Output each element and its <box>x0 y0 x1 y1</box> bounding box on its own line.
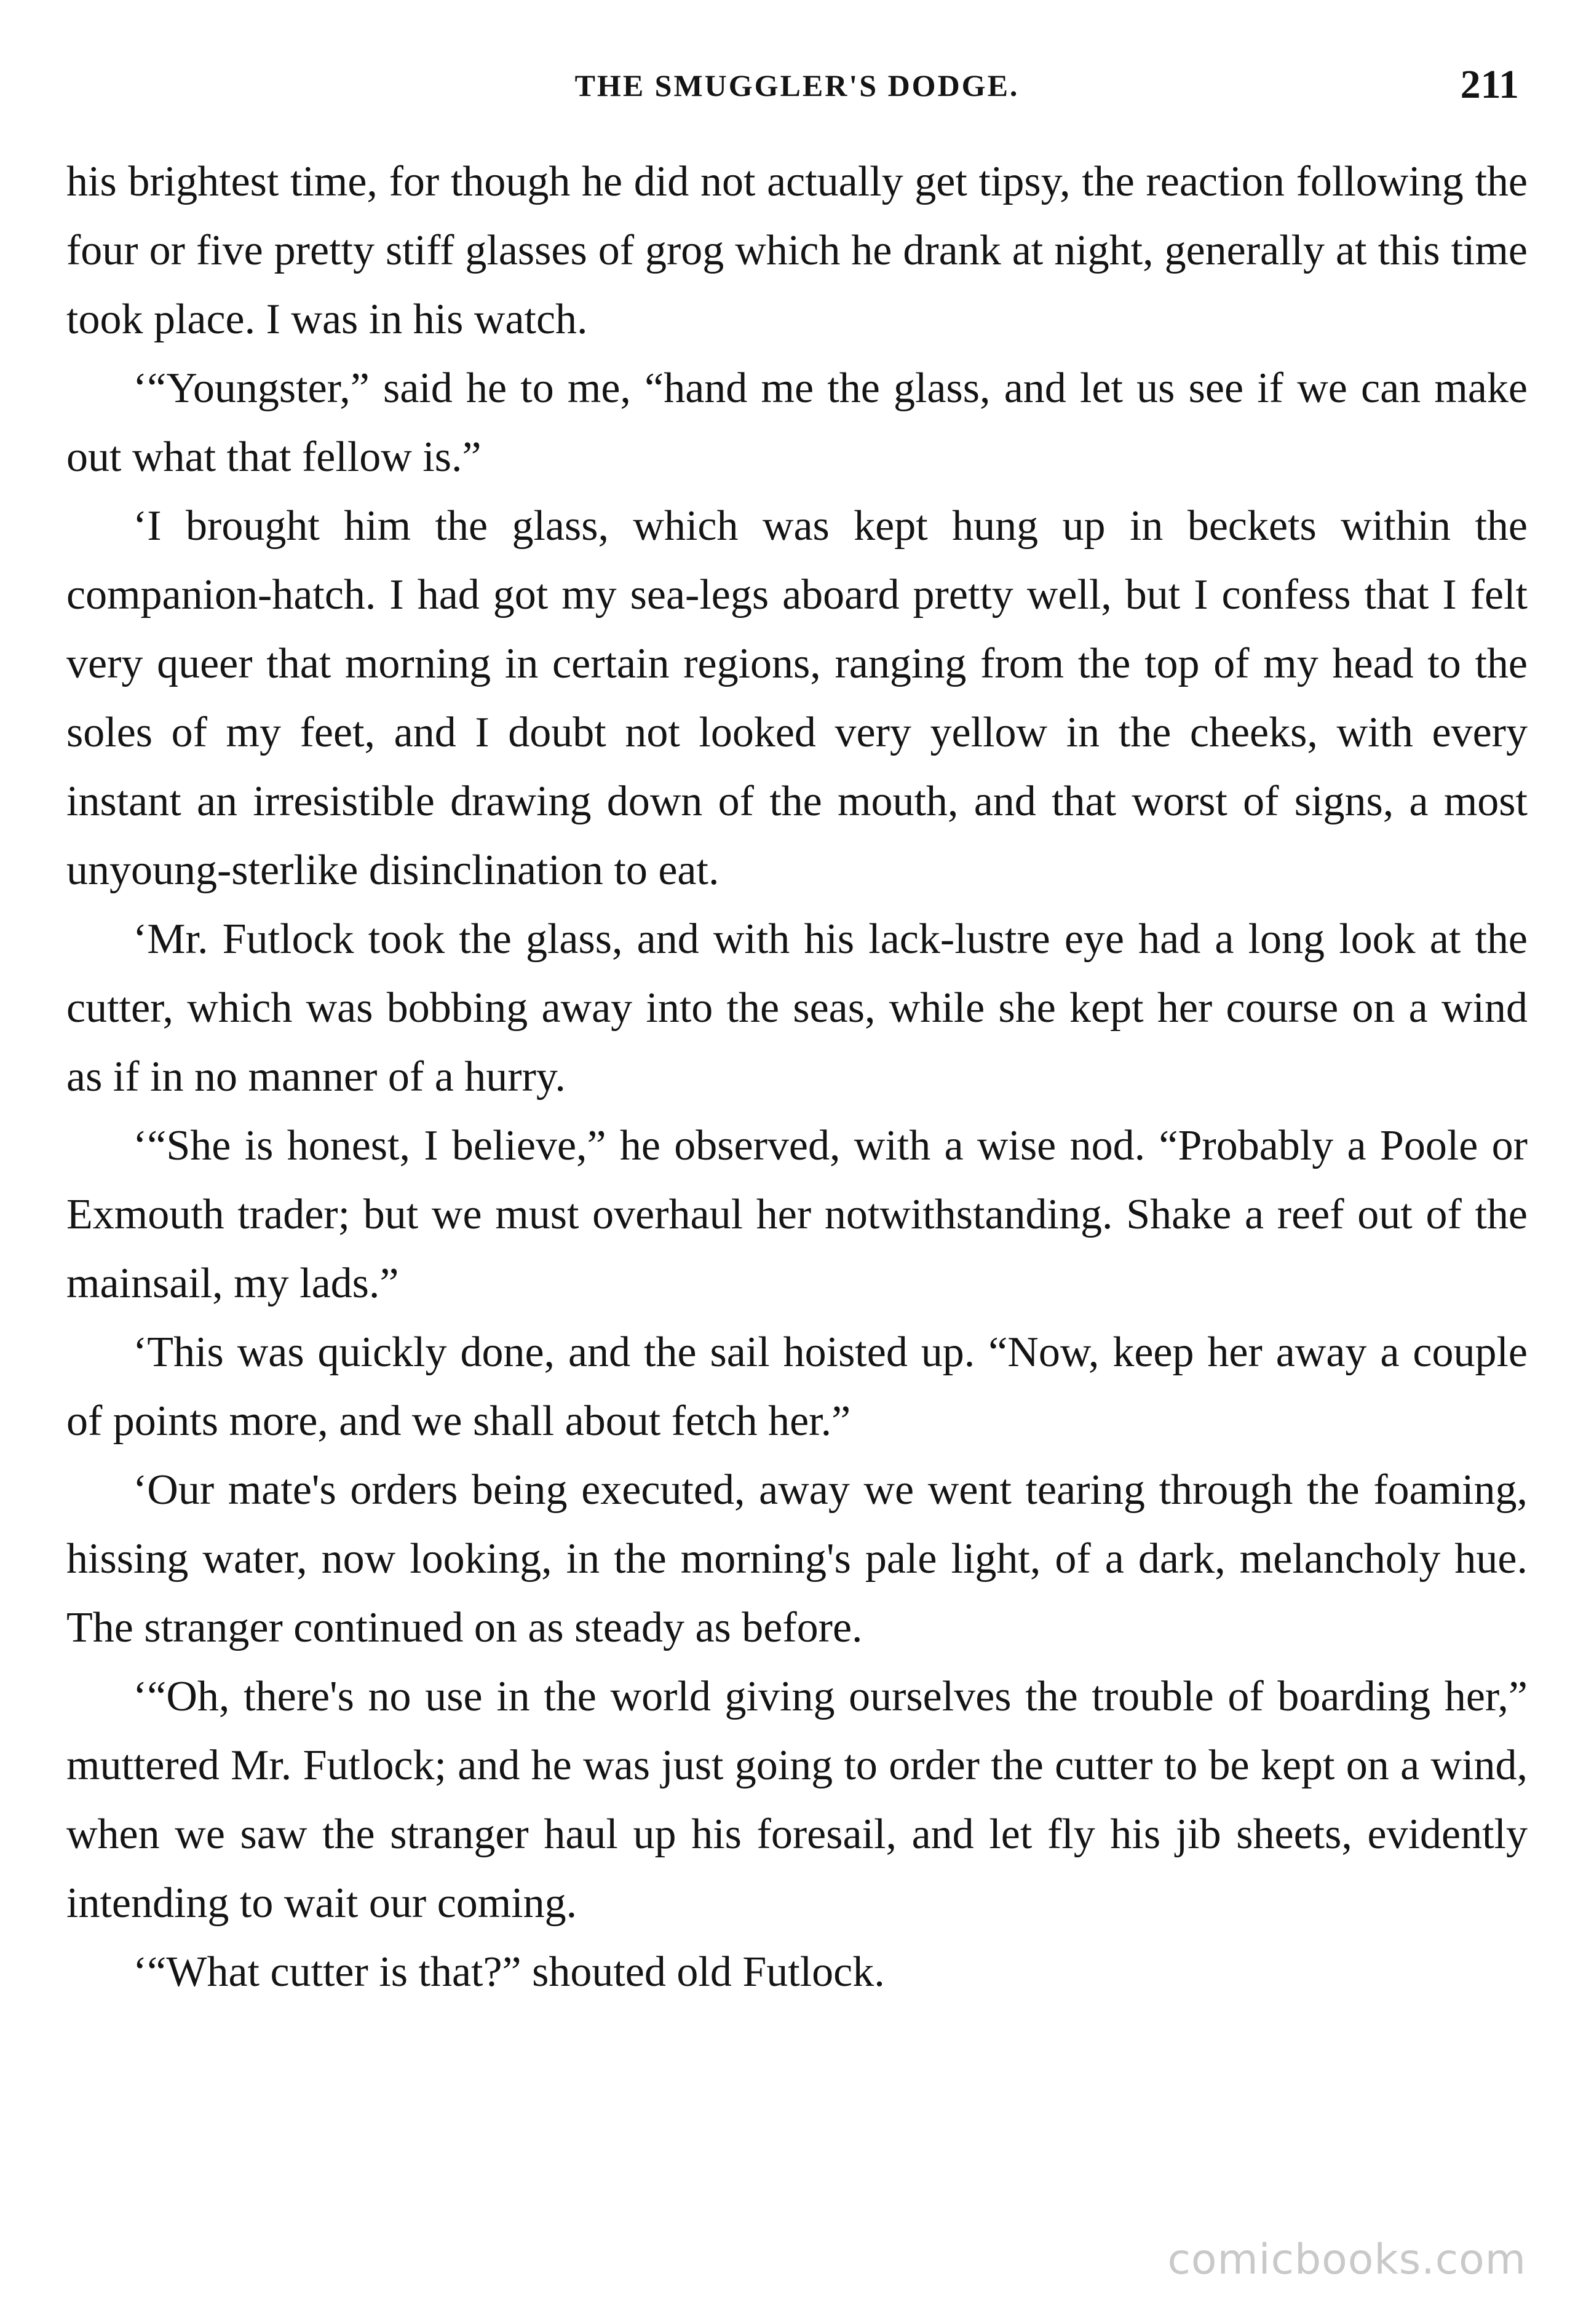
page-number: 211 <box>1460 62 1519 107</box>
paragraph: ‘I brought him the glass, which was kept hung up in beckets within the companion-hatch. I had got my sea-legs aboard pretty well, but I confess that I felt very queer that morning in certain regions, ranging from the top of my head to the soles of my feet, and I doubt not looked very yellow in the cheeks, with every instant an irresistible drawing down of the mouth, and that worst of signs, a most unyoung-sterlike disinclination to eat. <box>66 502 1528 894</box>
paragraph: ‘“Oh, there's no use in the world giving ourselves the trouble of boarding her,” muttered Mr. Futlock; and he was just going to order the cutter to be kept on a wind, when we saw the stranger haul up his foresail, and let fly his jib sheets, evidently intending to wait our coming. <box>66 1673 1528 1927</box>
paragraph: his brightest time, for though he did not actually get tipsy, the reaction following the four or five pretty stiff glasses of grog which he drank at night, generally at this time took place. I was in his watch. <box>66 158 1528 343</box>
paragraph: ‘Mr. Futlock took the glass, and with his lack-lustre eye had a long look at the cutter, which was bobbing away into the seas, while she kept her course on a wind as if in no manner of a hurry. <box>66 915 1528 1101</box>
watermark: comicbooks.com <box>1167 2235 1526 2284</box>
running-head-title: THE SMUGGLER'S DODGE. <box>574 68 1020 103</box>
running-head <box>66 61 1528 117</box>
paragraph: ‘“She is honest, I believe,” he observed, with a wise nod. “Probably a Poole or Exmouth trader; but we must overhaul her notwithstanding. Shake a reef out of the mainsail, my lads.” <box>66 1122 1528 1307</box>
paragraph: ‘Our mate's orders being executed, away we went tearing through the foaming, hissing water, now looking, in the morning's pale light, of a dark, melancholy hue. The stranger continued on as steady as before. <box>66 1466 1528 1651</box>
paragraph: ‘“What cutter is that?” shouted old Futlock. <box>133 1948 885 1996</box>
paragraph: ‘“Youngster,” said he to me, “hand me the glass, and let us see if we can make out what that fellow is.” <box>66 365 1528 481</box>
paragraph: ‘This was quickly done, and the sail hoisted up. “Now, keep her away a couple of points more, and we shall about fetch her.” <box>66 1329 1528 1445</box>
body-text <box>66 148 1528 2007</box>
